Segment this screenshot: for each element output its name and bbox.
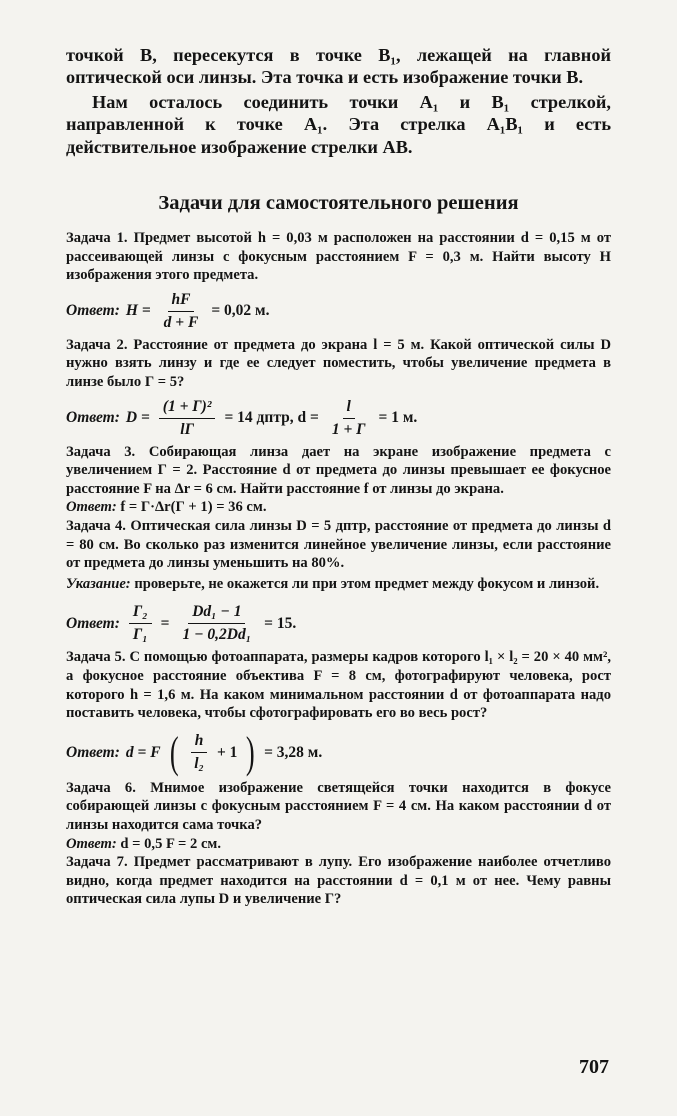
task-3-text: Собирающая линза дает на экране изображение предмета с увеличением Г = 2. Расстояние d от предмета до линзы превышает ее фокусное расстояние F на Δr = 6 см. Найти расстояние f от линзы до экрана.: [66, 443, 612, 497]
answer-fraction: [190, 732, 208, 773]
answer-label: Ответ:: [66, 835, 117, 852]
task-4-text: Оптическая сила линзы D = 5 дптр, расстояние от предмета до линзы d = 80 см. Во сколько раз изменится линейное увеличение линзы, если расстояние от предмета до линзы уменьшить на 80%.: [66, 517, 611, 572]
task-1-label: Задача 1.: [66, 230, 128, 247]
task-5-answer: [66, 727, 611, 777]
task-3-answer: [66, 498, 611, 517]
task-7: [66, 853, 611, 909]
fraction-numerator: Dd₁ − 1: [188, 603, 245, 624]
fraction-denominator: lГ: [180, 420, 194, 438]
answer-lhs: d = F: [125, 743, 161, 761]
intro-paragraph-1: точкой B, пересекутся в точке B₁, лежащей на главной оптической оси линзы. Эта точка и есть изображение точки B.: [66, 45, 611, 88]
answer-fraction: [160, 291, 203, 332]
answer-rhs: = 3,28 м.: [264, 743, 323, 761]
task-4-answer: [66, 603, 611, 644]
task-4-label: Задача 4.: [66, 517, 126, 534]
answer-label: Ответ:: [66, 499, 117, 516]
answer-fraction-2: [179, 603, 256, 644]
answer-lhs: H =: [125, 302, 151, 320]
task-5: [66, 648, 611, 722]
task-1-answer: [66, 291, 611, 332]
answer-fraction: [129, 603, 152, 644]
answer-text: f = Г·Δr(Г + 1) = 36 см.: [120, 499, 267, 516]
task-1-text: Предмет высотой h = 0,03 м расположен на расстоянии d = 0,15 м от рассеивающей линзы с фокусным расстоянием F = 0,3 м. Найти высоту H изображения этого предмета.: [66, 230, 612, 284]
fraction-denominator: Г₁: [132, 626, 148, 644]
task-3: [66, 443, 611, 499]
answer-label: Ответ:: [66, 409, 120, 427]
fraction-denominator: l₂: [194, 755, 204, 773]
answer-rhs: = 15.: [264, 614, 297, 632]
fraction-numerator: Г₂: [129, 603, 152, 624]
fraction-denominator: 1 − 0,2Dd₁: [182, 626, 252, 644]
task-6-text: Мнимое изображение светящейся точки находится в фокусе собирающей линзы с фокусным расстоянием F = 4 см. На каком расстоянии d от линзы находится сама точка?: [66, 779, 611, 833]
task-6-label: Задача 6.: [66, 779, 136, 796]
task-1: [66, 229, 611, 285]
task-6-answer: [66, 835, 611, 854]
answer-fraction: [159, 398, 216, 439]
answer-rhs: = 1 м.: [378, 409, 418, 427]
answer-label: Ответ:: [66, 614, 120, 632]
fraction-numerator: h: [191, 732, 208, 753]
hint-text: проверьте, не окажется ли при этом предмет между фокусом и линзой.: [134, 575, 600, 592]
answer-mid: = 14 дптр, d =: [224, 409, 319, 427]
task-2-label: Задача 2.: [66, 336, 128, 353]
task-7-text: Предмет рассматривают в лупу. Его изображение наиболее отчетливо видно, когда предмет находится на расстоянии d = 0,1 м от нее. Чему равны оптическая сила лупы D и увеличение Г?: [66, 854, 611, 908]
answer-rhs: = 0,02 м.: [211, 302, 270, 320]
task-3-label: Задача 3.: [66, 443, 136, 460]
task-5-text: С помощью фотоаппарата, размеры кадров которого l₁ × l₂ = 20 × 40 мм², а фокусное расстояние объектива F = 8 см, фотографируют человека, рост которого h = 1,6 м. На каком минимальном расстоянии d от фотоаппарата надо поставить человека, чтобы сфотографировать его во весь рост?: [66, 649, 611, 722]
answer-text: d = 0,5 F = 2 см.: [120, 835, 222, 852]
fraction-numerator: hF: [168, 291, 195, 312]
answer-label: Ответ:: [66, 743, 120, 761]
task-6: [66, 779, 611, 835]
fraction-numerator: (1 + Г)²: [159, 398, 216, 419]
right-parenthesis: ): [246, 727, 256, 777]
task-7-label: Задача 7.: [66, 854, 128, 871]
task-2-text: Расстояние от предмета до экрана l = 5 м. Какой оптической силы D нужно взять линзу и где ее следует поместить, чтобы увеличение предмета в линзе было Г = 5?: [66, 336, 611, 390]
task-4: [66, 517, 611, 573]
fraction-numerator: l: [343, 398, 355, 419]
task-2: [66, 336, 611, 392]
intro-paragraph-2: Нам осталось соединить точки A₁ и B₁ стрелкой, направленной к точке A₁. Эта стрелка A₁B₁ и есть действительное изображение стрелки AB.: [66, 91, 611, 157]
section-heading: Задачи для самостоятельного решения: [158, 192, 519, 215]
left-parenthesis: (: [169, 727, 179, 777]
answer-lhs: D =: [125, 409, 150, 427]
task-2-answer: [66, 398, 611, 439]
answer-fraction-2: [328, 398, 370, 439]
answer-mid: + 1: [216, 743, 238, 761]
fraction-denominator: d + F: [163, 313, 199, 331]
answer-mid: =: [160, 614, 170, 632]
hint-label: Указание:: [66, 575, 131, 592]
answer-label: Ответ:: [66, 302, 120, 320]
task-5-label: Задача 5.: [66, 649, 126, 666]
fraction-denominator: 1 + Г: [331, 420, 366, 438]
page-number: 707: [579, 1056, 609, 1078]
task-4-hint: [66, 575, 611, 594]
